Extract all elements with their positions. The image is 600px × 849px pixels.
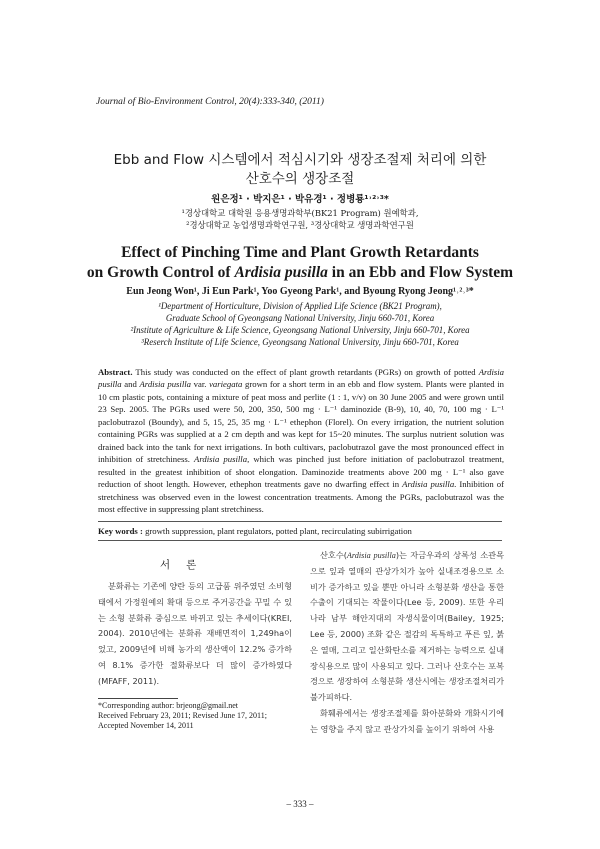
accepted-date: Accepted November 14, 2011 [98,721,194,730]
english-authors: Eun Jeong Won¹, Ji Eun Park¹, Yoo Gyeong Park¹, and Byoung Ryong Jeong¹˒²˒³* [126,286,474,297]
right-column-paragraph-2: 화훼류에서는 생장조절제를 화아분화와 개화시기에는 영향을 주지 않고 관상가치를 높이기 위하여 사용 [310,707,504,734]
corresponding-author: *Corresponding author: brjeong@gmail.net [98,701,239,710]
received-date: Received February 23, 2011; Revised June 17, 2011; [98,711,267,720]
korean-title-line2: 산호수의 생장조절 [245,171,355,187]
keywords-bottom-rule [98,540,502,541]
journal-header: Journal of Bio-Environment Control, 20(4):333-340, (2011) [96,97,324,107]
keywords: Key words : growth suppression, plant regulators, potted plant, recirculating subirrigation [98,526,412,536]
footnote-rule [98,698,178,699]
english-affiliation-2: Graduate School of Gyeongsang National University, Jinju 660-701, Korea [165,313,435,323]
page-number: – 333 – [286,799,314,809]
korean-title-line1: Ebb and Flow 시스템에서 적심시기와 생장조절제 처리에 의한 [113,152,487,168]
keywords-label: Key words : [98,526,143,536]
english-title-line1: Effect of Pinching Time and Plant Growth Retardants [121,244,479,261]
korean-affiliation-1: ¹경상대학교 대학원 응용생명과학부(BK21 Program) 원예학과, [181,208,419,218]
korean-authors: 원은정¹ · 박지은¹ · 박유경¹ · 정병룡¹˒²˒³* [211,194,389,205]
english-affiliation-3: ²Institute of Agriculture & Life Science, Gyeongsang National University, Jinju 660-701, Korea [130,325,470,335]
footnote [98,701,267,731]
introduction-heading: 서론 [160,559,213,571]
english-title-line2: on Growth Control of Ardisia pusilla in an Ebb and Flow System [86,264,514,281]
title-species-name: Ardisia pusilla [234,264,328,281]
korean-affiliation-2: ²경상대학교 농업생명과학연구원, ³경상대학교 생명과학연구원 [186,220,414,230]
abstract: Abstract. This study was conducted on the effect of plant growth retardants (PGRs) on growth of potted Ardisia pusilla and Ardisia pusilla var. variegata grown for a short term in an ebb and flow system. Plants were planted in 10 cm plastic pots, containing a mixture of peat moss and perlite (1 : 1, v/v) on 30 June 2005 and were grown until 23 Sep. 2005. The PGRs used were 50, 200, 350, 500 mg · L⁻¹ daminozide (B-9), 10, 40, 70, 100 mg · L⁻¹ paclobutrazol (Boundy), and 5, 15, 25, 35 mg · L⁻¹ ethephon (Florel). On every irrigation, the nutrient solution containing PGRs was supplied at a 2 cm depth and was kept for 15~20 minutes. The surplus nutrient solution was drained back into the tank for next irrigations. In both cultivars, paclobutrazol gave the most pronounced effect in inhibition of stretchiness. Ardisia pusilla, which was pinched just before initiation of paclobutrazol treatment, resulted in the greatest inhibition of shoot elongation. Daminozide treatments above 200 mg · L⁻¹ also gave reduction of shoot length. However, ethephon treatments gave no dwarfing effect in Ardisia pusilla. Inhibition of stretchiness was observed even in the lowest concentration treatments. Among the PGRs, paclobutrazol was the most effective in suppressing plant stretchiness. [98,367,504,514]
right-column-paragraph-1: 산호수(Ardisia pusilla)는 자금우과의 상록성 소관목으로 잎과 열매의 관상가치가 높아 실내조경용으로 소비가 증가하고 있을 뿐만 아니라 소형분화 생산을 통한 수출이 기대되는 작물이다(Lee 등, 2009). 또한 우리나라 남부 해안지대의 자생식물이며(Bailey, 1925; Lee 등, 2000) 조화 같은 절감의 독특하고 푸른 잎, 붉은 열매, 그리고 일산화탄소를 제거하는 능력으로 실내 장식용으로 많이 사용되고 있다. 그러나 산호수는 포복경으로 생장하여 소형분화 생산시에는 생장조절처리가 불가피하다. [310,550,504,703]
keywords-top-rule [98,521,502,522]
left-column-paragraph: 분화류는 기존에 양란 등의 고급품 위주였던 소비형태에서 가정원예의 확대 등으로 주거공간을 꾸밀 수 있는 소형 분화류 중심으로 바뀌고 있는 추세이다(KREI, 2004). 2010년에는 분화류 재배면적이 1,249ha이었고, 2009년에 비해 농가의 생산액이 12.2% 증가하여 8.1% 증가한 절화류보다 더 많이 증가하였다(MFAFF, 2011). [98,581,292,686]
abstract-label: Abstract. [98,367,133,377]
right-column [310,548,504,738]
english-affiliation-4: ³Reserch Institute of Life Science, Gyeongsang National University, Jinju 660-701, Korea [141,337,459,347]
english-affiliation-1: ¹Department of Horticulture, Division of Applied Life Science (BK21 Program), [158,301,442,311]
